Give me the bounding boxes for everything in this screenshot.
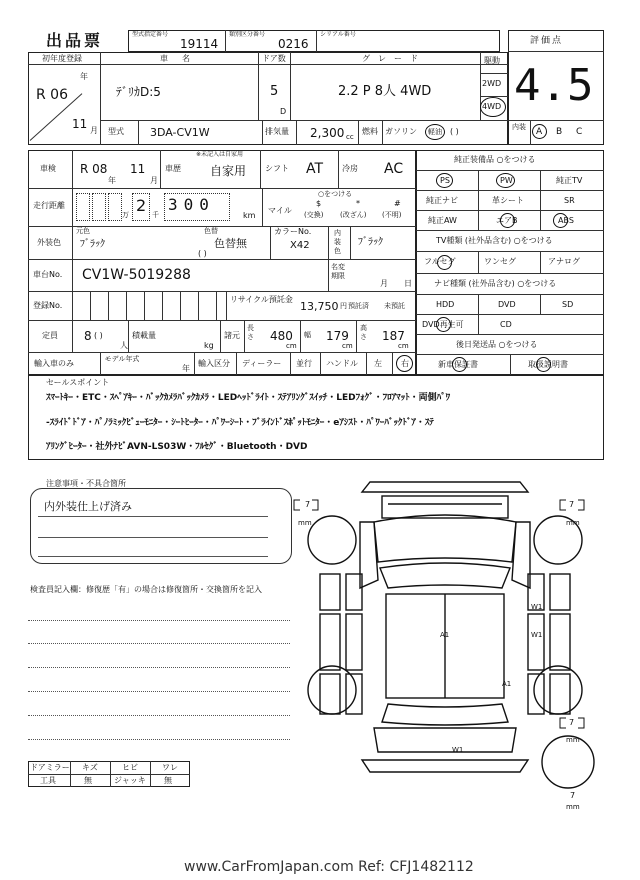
model-year-label: モデル年式 [104, 355, 140, 363]
fuel-circle [425, 124, 445, 140]
sales-line-2: -ｽﾗｲﾄﾞﾄﾞｱ・ﾊﾟﾉﾗﾐｯｸﾋﾞｭｰﾓﾆﾀｰ・ｼｰﾄﾋｰﾀｰ・ﾊﾟﾜｰｼｰﾄ・ﾌﾞﾗｲﾝﾄﾞｽﾎﾟｯﾄﾓﾆﾀｰ・eｱｼｽﾄ・ﾊﾟﾜｰﾊﾞｯｸﾄﾞｱ・ｽﾃ [46, 418, 434, 428]
load-label: 積載量 [132, 331, 156, 340]
height-value: 187 [382, 329, 405, 343]
damage-mark-rear-bumper: W1 [452, 746, 464, 754]
month-unit: 月 [90, 126, 98, 135]
exterior-color-label: 外装色 [37, 238, 61, 247]
ac-value: AC [384, 161, 404, 177]
oem-pw: PW [500, 176, 513, 185]
doors-value: 5 [270, 84, 279, 99]
recycle-not: 未預託 [384, 302, 405, 310]
dims-label: 諸元 [224, 331, 240, 340]
mileage-man: 2 [136, 196, 147, 215]
docs-warranty-circle [452, 357, 467, 372]
oem-airbag: エアB [496, 216, 518, 225]
name-change-label: 名変期限 [331, 263, 345, 280]
sales-label: セールスポイント [46, 378, 110, 387]
legend-mirror: ドアミラー [30, 763, 70, 772]
fuel-bracket: ( ) [450, 127, 459, 136]
oem-aw: 純正AW [428, 216, 457, 225]
serial-label: シリアル番号 [320, 31, 356, 38]
drive-label: 駆動 [484, 56, 500, 65]
model-number-label: 型式指定番号 [132, 31, 169, 38]
oem-title: 純正装備品 ○をつける [454, 155, 536, 164]
shift-label: シフト [265, 164, 289, 173]
shaken-label: 車検 [40, 164, 56, 173]
original-color: ﾌﾞﾗｯｸ [80, 239, 105, 250]
mileage-rest: 300 [168, 195, 215, 214]
category-number: 0216 [278, 37, 309, 51]
interior-label: 内装 [512, 123, 526, 131]
color-no: X42 [290, 240, 310, 251]
interior-grade-circle [532, 124, 547, 139]
first-reg-era: R 06 [36, 87, 68, 103]
recycle-amount: 13,750 [300, 300, 339, 313]
legend-break: ワレ [162, 763, 178, 772]
height-label: 高さ [360, 324, 367, 341]
year-unit: 年 [80, 72, 88, 81]
tread-front-left: 7 [305, 500, 311, 509]
handle-left: 左 [374, 359, 382, 368]
color-paren: ( ) [198, 249, 207, 258]
docs-manual-circle [536, 357, 551, 372]
tread-spare: 7 [570, 791, 576, 800]
tread-spare-unit: mm [566, 803, 580, 811]
name-change-month: 月 [380, 279, 388, 288]
tread-front-right-unit: mm [566, 519, 580, 527]
interior-grade-a: A [536, 127, 543, 137]
mileage-label: 走行距離 [33, 201, 65, 210]
original-color-label: 元色 [76, 227, 90, 235]
navi-sd: SD [562, 300, 574, 309]
color-change-value: 色替無 [214, 237, 247, 250]
fuel-label: 燃料 [362, 127, 378, 136]
chassis-label: 車台No. [33, 270, 63, 279]
grade-value: 2.2 P 8人 4WD [338, 84, 432, 99]
score-label: 評価点 [530, 36, 564, 46]
docs-manual: 取扱説明書 [528, 360, 568, 369]
tv-title: TV種類 (社外品含む) ○をつける [436, 236, 553, 245]
shaken-year-unit: 年 [108, 176, 116, 185]
oem-ps-circle [436, 173, 453, 188]
usage-note: ※未記入は自家用 [196, 151, 244, 158]
navi-hdd: HDD [436, 300, 455, 309]
oem-ps: PS [440, 176, 450, 185]
reg-no-label: 登録No. [33, 301, 63, 310]
interior-grade-c: C [576, 127, 583, 137]
tread-rear-right-unit: mm [566, 736, 580, 744]
first-reg-month: 11 [72, 117, 88, 131]
damage-mark-right-mid: W1 [531, 631, 543, 639]
handle-right: 右 [401, 359, 409, 368]
notes-label: 注意事項・不具合箇所 [46, 479, 126, 488]
sales-line-3: ｱﾘﾝｸﾞﾋｰﾀｰ・社外ﾅﾋﾞAVN-LS03W・ﾌﾙｾｸﾞ・Bluetooth・DVD [46, 442, 308, 452]
doors-label: ドア数 [262, 54, 286, 63]
displacement-value: 2,300 [310, 126, 345, 140]
name-change-day: 日 [404, 279, 412, 288]
tv-oneseg: ワンセグ [484, 257, 516, 266]
interior-grade-b: B [556, 127, 563, 137]
car-body-diagram [290, 470, 610, 810]
length-unit: cm [286, 342, 297, 350]
mileage-unknown: (不明) [382, 211, 402, 219]
cc-unit: cc [346, 133, 354, 141]
category-label: 類別区分番号 [229, 31, 266, 38]
chassis-no: CV1W-5019288 [82, 267, 191, 283]
height-unit: cm [398, 342, 409, 350]
handle-right-circle [396, 355, 413, 372]
oem-navi: 純正ナビ [426, 196, 458, 205]
shaken-month-unit: 月 [150, 176, 158, 185]
km-unit: km [243, 211, 256, 220]
damage-mark-roof: A1 [440, 631, 450, 639]
mileage-hash: # [394, 199, 401, 208]
legend-jack: ジャッキ [114, 776, 146, 785]
navi-title: ナビ種類 (社外品含む) ○をつける [434, 279, 557, 288]
navi-dvd-circle [436, 317, 451, 332]
shaken-era: R 08 [80, 162, 108, 176]
displacement-label: 排気量 [265, 127, 289, 136]
navi-dvd-playable: DVD再生可 [422, 320, 464, 329]
mileage-sen-unit: 千 [152, 211, 159, 219]
grade-label: グレード [362, 54, 426, 63]
tread-front-left-unit: mm [298, 519, 312, 527]
mileage-tampered: (改ざん) [340, 211, 367, 219]
car-name-label: 車名 [160, 54, 204, 63]
score-value: 4.5 [514, 60, 594, 111]
capacity-label: 定員 [42, 331, 58, 340]
import-type-label: 輸入区分 [198, 359, 230, 368]
inspector-label: 検査員記入欄：修復歴「有」の場合は修復箇所・交換箇所を記入 [30, 585, 262, 594]
mileage-man-unit: 万 [122, 211, 129, 219]
recycle-label: リサイクル預託金 [230, 295, 293, 304]
length-label: 長さ [247, 324, 254, 341]
interior-color: ﾌﾞﾗｯｸ [358, 237, 383, 248]
import-parallel: 並行 [296, 359, 312, 368]
legend-scratch: キズ [82, 763, 98, 772]
model-number: 19114 [180, 37, 219, 51]
capacity-unit: 人 [120, 341, 128, 350]
oem-abs: ABS [558, 216, 574, 225]
capacity-value: 8 [84, 329, 92, 343]
width-label: 幅 [304, 331, 311, 339]
oem-leather: 革シート [492, 196, 524, 205]
mileage-star: * [356, 199, 360, 208]
width-unit: cm [342, 342, 353, 350]
drive-4wd: 4WD [482, 102, 502, 111]
shift-value: AT [306, 161, 324, 177]
legend-tools-value: 無 [84, 776, 92, 785]
damage-mark-right-rear: A1 [502, 680, 512, 688]
car-name: ﾃﾞﾘｶD:5 [116, 85, 161, 99]
drive-2wd: 2WD [482, 79, 502, 88]
legend-tools: 工具 [40, 776, 56, 785]
recycle-done: 預託済 [348, 302, 369, 310]
oem-pw-circle [496, 173, 515, 188]
notes-line-1: 内外装仕上げ済み [44, 500, 132, 513]
legend-crack: ヒビ [122, 763, 138, 772]
doors-sub: D [280, 107, 287, 116]
oem-sr: SR [564, 196, 575, 205]
docs-warranty: 新車保証書 [438, 360, 478, 369]
kg-unit: kg [204, 341, 214, 350]
mileage-dollar: $ [316, 199, 322, 208]
docs-title: 後日発送品 ○をつける [456, 340, 538, 349]
model-code: 3DA-CV1W [150, 126, 210, 139]
oem-abs-circle [553, 213, 568, 228]
oem-tv: 純正TV [556, 176, 583, 185]
first-reg-label: 初年度登録 [42, 54, 82, 63]
import-label: 輸入車のみ [34, 359, 74, 368]
tread-front-right: 7 [569, 500, 575, 509]
color-no-label: カラーNo. [274, 227, 312, 236]
tv-fullseg-circle [437, 255, 452, 270]
mileage-exchanged: (交換) [304, 211, 324, 219]
footer-watermark: www.CarFromJapan.com Ref: CFJ1482112 [184, 859, 474, 875]
handle-label: ハンドル [326, 359, 358, 368]
fuel-gasoline: ガソリン [385, 127, 417, 136]
legend-jack-value: 無 [164, 776, 172, 785]
mileage-marks-note: ○をつける [318, 190, 353, 198]
length-value: 480 [270, 329, 293, 343]
fuel-diesel: 軽油 [428, 128, 442, 136]
recycle-unit: 円 [340, 302, 347, 310]
damage-mark-right-front: W1 [531, 603, 543, 611]
color-change-label: 色替 [204, 227, 218, 235]
shaken-month: 11 [130, 162, 146, 176]
tv-fullseg: フルセグ [424, 257, 456, 266]
usage-value: 自家用 [210, 164, 247, 178]
width-value: 179 [326, 329, 349, 343]
navi-cd: CD [500, 320, 512, 329]
interior-color-label: 内装色 [334, 229, 341, 255]
drive-4wd-circle [480, 97, 506, 117]
import-dealer: ディーラー [242, 359, 282, 368]
usage-label: 車歴 [165, 164, 181, 173]
mileage-mile: マイル [268, 206, 292, 215]
model-code-label: 型式 [108, 127, 124, 136]
sheet-title: 出品票 [46, 31, 104, 50]
capacity-paren: ( ) [94, 331, 103, 340]
tv-analog: アナログ [548, 257, 580, 266]
navi-dvd: DVD [498, 300, 516, 309]
model-year-unit: 年 [182, 364, 190, 373]
ac-label: 冷房 [342, 164, 358, 173]
tread-rear-right: 7 [569, 718, 575, 727]
sales-line-1: ｽﾏｰﾄｷｰ・ETC・ｽﾍﾟｱｷｰ・ﾊﾞｯｸｶﾒﾗﾊﾞｯｸｶﾒﾗ・LEDﾍｯﾄﾞﾗｲﾄ・ｽﾃｱﾘﾝｸﾞｽｲｯﾁ・LEDﾌｫｸﾞ・ﾌﾛｱﾏｯﾄ・両側ﾊﾟﾜ [46, 393, 451, 403]
oem-airbag-circle [500, 213, 515, 228]
